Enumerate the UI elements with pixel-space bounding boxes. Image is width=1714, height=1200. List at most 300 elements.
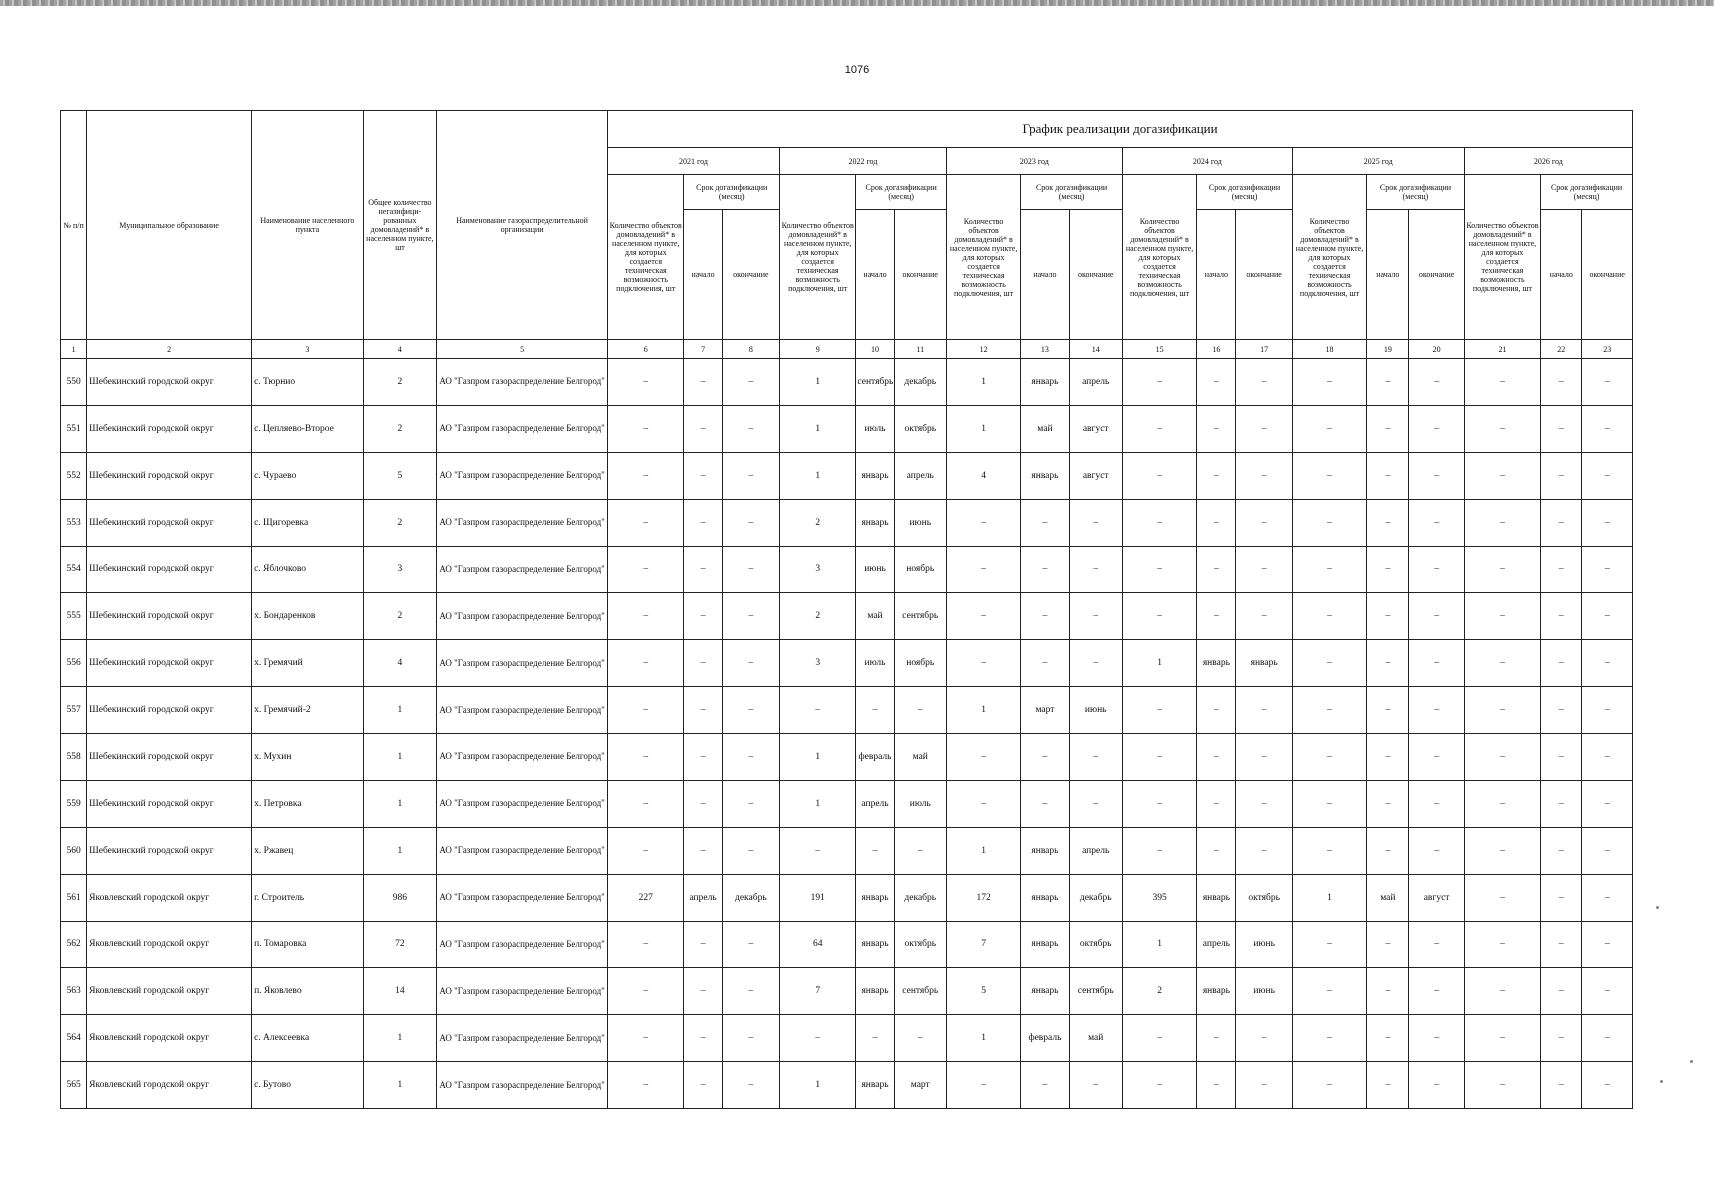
schedule-cell: – [1409,1015,1464,1062]
schedule-cell: – [1021,499,1069,546]
org-cell: АО "Газпром газораспределение Белгород" [437,546,608,593]
column-number: 1 [61,340,87,359]
schedule-cell: – [1197,1062,1236,1109]
schedule-cell: – [894,687,946,734]
schedule-cell: – [1409,359,1464,406]
schedule-cell: – [1367,546,1409,593]
schedule-cell: – [1197,546,1236,593]
schedule-cell: – [1367,1015,1409,1062]
schedule-cell: январь [856,499,894,546]
schedule-cell: – [684,780,722,827]
schedule-cell: – [684,499,722,546]
schedule-title: График реализации догазификации [608,111,1633,148]
count-header: Количество объектов домовладений* в населенном пункте, для которых создается техническая возможность подключения, шт [1122,175,1196,340]
start-header: начало [856,210,894,340]
schedule-cell: 3 [779,640,855,687]
row-number: 552 [61,452,87,499]
org-cell: АО "Газпром газораспределение Белгород" [437,359,608,406]
schedule-cell: – [1069,780,1122,827]
schedule-cell: 2 [779,499,855,546]
schedule-cell: – [1541,499,1582,546]
schedule-cell: – [1367,359,1409,406]
schedule-cell: – [1541,546,1582,593]
table-row [61,921,1633,968]
table-row [61,359,1633,406]
schedule-cell: – [1292,827,1366,874]
org-cell: АО "Газпром газораспределение Белгород" [437,968,608,1015]
schedule-cell: апрель [894,452,946,499]
schedule-cell: – [1367,780,1409,827]
column-number: 8 [722,340,779,359]
term-header: Срок догазификации (месяц) [1197,175,1293,210]
schedule-cell: ноябрь [894,546,946,593]
settlement-cell: г. Строитель [252,874,364,921]
schedule-cell: – [1367,499,1409,546]
header-municipality: Муниципальное образование [87,111,252,340]
table-row [61,827,1633,874]
schedule-cell: – [1409,499,1464,546]
row-number: 555 [61,593,87,640]
schedule-cell: – [1582,780,1633,827]
schedule-cell: – [722,968,779,1015]
schedule-cell: – [1464,1015,1540,1062]
settlement-cell: с. Яблочково [252,546,364,593]
schedule-cell: 1 [779,780,855,827]
year-header: 2021 год [608,148,780,175]
org-cell: АО "Газпром газораспределение Белгород" [437,827,608,874]
schedule-cell: – [1069,499,1122,546]
total-cell: 4 [363,640,436,687]
schedule-cell: июнь [894,499,946,546]
table-row [61,405,1633,452]
schedule-cell: – [1292,499,1366,546]
row-number: 565 [61,1062,87,1109]
schedule-cell: – [1541,968,1582,1015]
schedule-cell: – [1464,359,1540,406]
settlement-cell: х. Бондаренков [252,593,364,640]
schedule-cell: – [1541,593,1582,640]
schedule-cell: – [946,499,1020,546]
schedule-cell: июнь [1236,921,1292,968]
schedule-cell: – [1236,780,1292,827]
column-number: 13 [1021,340,1069,359]
schedule-cell: – [1541,640,1582,687]
column-number-row [61,340,1633,359]
schedule-cell: – [1069,1062,1122,1109]
schedule-cell: – [1464,452,1540,499]
schedule-cell: – [608,359,684,406]
column-number: 23 [1582,340,1633,359]
row-number: 550 [61,359,87,406]
settlement-cell: х. Петровка [252,780,364,827]
schedule-cell: – [1367,827,1409,874]
column-number: 3 [252,340,364,359]
schedule-cell: 2 [779,593,855,640]
schedule-cell: – [608,640,684,687]
schedule-cell: – [1122,687,1196,734]
schedule-cell: – [1122,593,1196,640]
year-header: 2025 год [1292,148,1464,175]
municipality-cell: Яковлевский городской округ [87,1062,252,1109]
schedule-cell: – [722,499,779,546]
table-body [61,359,1633,1109]
schedule-cell: – [1409,687,1464,734]
schedule-cell: январь [856,1062,894,1109]
schedule-cell: – [1197,359,1236,406]
schedule-cell: – [722,687,779,734]
schedule-cell: 4 [946,452,1020,499]
org-cell: АО "Газпром газораспределение Белгород" [437,405,608,452]
municipality-cell: Яковлевский городской округ [87,968,252,1015]
schedule-cell: 1 [1122,921,1196,968]
schedule-cell: август [1409,874,1464,921]
schedule-cell: – [1409,405,1464,452]
settlement-cell: с. Щигоревка [252,499,364,546]
schedule-cell: – [684,593,722,640]
schedule-cell: – [1582,1015,1633,1062]
column-number: 10 [856,340,894,359]
settlement-cell: с. Цепляево-Второе [252,405,364,452]
settlement-cell: х. Гремячий-2 [252,687,364,734]
schedule-cell: – [1197,405,1236,452]
schedule-cell: – [1582,968,1633,1015]
schedule-cell: 1 [946,827,1020,874]
settlement-cell: п. Яковлево [252,968,364,1015]
schedule-cell: декабрь [894,874,946,921]
schedule-cell: апрель [1197,921,1236,968]
row-number: 560 [61,827,87,874]
org-cell: АО "Газпром газораспределение Белгород" [437,452,608,499]
schedule-cell: – [1409,593,1464,640]
scan-speck [1660,1080,1663,1083]
schedule-cell: – [1367,968,1409,1015]
schedule-cell: январь [1021,874,1069,921]
org-cell: АО "Газпром газораспределение Белгород" [437,874,608,921]
schedule-cell: – [1409,1062,1464,1109]
schedule-cell: – [1292,593,1366,640]
schedule-cell: – [946,780,1020,827]
schedule-cell: – [684,734,722,781]
schedule-cell: – [1541,827,1582,874]
schedule-cell: – [946,593,1020,640]
schedule-cell: – [684,1062,722,1109]
page-number: 1076 [844,64,870,76]
header-num: № п/п [61,111,87,340]
schedule-cell: – [1021,780,1069,827]
schedule-cell: 7 [946,921,1020,968]
schedule-cell: – [1122,452,1196,499]
schedule-cell: – [722,546,779,593]
schedule-cell: январь [856,921,894,968]
scan-artifact-top [0,0,1714,6]
schedule-cell: – [1021,1062,1069,1109]
org-cell: АО "Газпром газораспределение Белгород" [437,593,608,640]
schedule-cell: – [1409,780,1464,827]
table-row [61,1062,1633,1109]
schedule-cell: май [856,593,894,640]
schedule-cell: – [779,827,855,874]
schedule-cell: – [608,1015,684,1062]
header-total: Общее количество негазифици-рованных домовладений* в населенном пункте, шт [363,111,436,340]
schedule-cell: февраль [856,734,894,781]
schedule-cell: – [608,546,684,593]
schedule-cell: – [1367,734,1409,781]
schedule-cell: – [1409,546,1464,593]
schedule-cell: – [722,1015,779,1062]
total-cell: 3 [363,546,436,593]
schedule-cell: – [1464,687,1540,734]
schedule-cell: – [1292,968,1366,1015]
schedule-cell: – [1292,780,1366,827]
schedule-cell: – [1582,499,1633,546]
schedule-cell: октябрь [894,405,946,452]
schedule-cell: 2 [1122,968,1196,1015]
schedule-cell: июль [856,405,894,452]
column-number: 15 [1122,340,1196,359]
schedule-cell: октябрь [1236,874,1292,921]
schedule-cell: – [1541,1062,1582,1109]
row-number: 559 [61,780,87,827]
org-cell: АО "Газпром газораспределение Белгород" [437,1015,608,1062]
schedule-cell: – [1197,499,1236,546]
start-header: начало [1197,210,1236,340]
settlement-cell: с. Чураево [252,452,364,499]
municipality-cell: Яковлевский городской округ [87,1015,252,1062]
schedule-cell: – [1464,780,1540,827]
schedule-cell: 1 [779,452,855,499]
schedule-cell: – [684,1015,722,1062]
schedule-cell: – [1464,921,1540,968]
municipality-cell: Шебекинский городской округ [87,546,252,593]
schedule-cell: – [779,687,855,734]
schedule-cell: – [946,734,1020,781]
schedule-cell: – [1367,640,1409,687]
schedule-cell: январь [1021,827,1069,874]
schedule-cell: – [1582,687,1633,734]
schedule-cell: – [1541,359,1582,406]
schedule-cell: – [1409,734,1464,781]
schedule-cell: – [608,921,684,968]
schedule-cell: – [722,405,779,452]
schedule-cell: – [1582,640,1633,687]
org-cell: АО "Газпром газораспределение Белгород" [437,734,608,781]
schedule-cell: 1 [779,405,855,452]
schedule-cell: 1 [1292,874,1366,921]
settlement-cell: п. Томаровка [252,921,364,968]
schedule-cell: – [1236,827,1292,874]
total-cell: 2 [363,499,436,546]
start-header: начало [1367,210,1409,340]
schedule-cell: – [1122,1062,1196,1109]
schedule-cell: – [856,687,894,734]
schedule-cell: январь [1197,968,1236,1015]
schedule-cell: – [1582,921,1633,968]
schedule-cell: – [1292,640,1366,687]
schedule-cell: октябрь [894,921,946,968]
schedule-cell: – [1464,874,1540,921]
schedule-cell: – [1122,827,1196,874]
schedule-cell: – [722,1062,779,1109]
schedule-cell: – [608,499,684,546]
schedule-cell: – [1541,780,1582,827]
schedule-cell: 172 [946,874,1020,921]
schedule-cell: – [684,452,722,499]
schedule-cell: 1 [946,359,1020,406]
schedule-cell: декабрь [894,359,946,406]
schedule-cell: – [1582,546,1633,593]
schedule-cell: май [894,734,946,781]
total-cell: 1 [363,1015,436,1062]
schedule-cell: – [1197,452,1236,499]
schedule-cell: 1 [946,1015,1020,1062]
schedule-cell: – [1122,499,1196,546]
schedule-cell: – [1541,452,1582,499]
schedule-cell: – [722,359,779,406]
schedule-cell: – [1409,921,1464,968]
schedule-cell: февраль [1021,1015,1069,1062]
schedule-cell: апрель [856,780,894,827]
schedule-cell: – [1236,593,1292,640]
start-header: начало [1021,210,1069,340]
term-header: Срок догазификации (месяц) [1541,175,1633,210]
table-row [61,1015,1633,1062]
end-header: окончание [1582,210,1633,340]
municipality-cell: Шебекинский городской округ [87,640,252,687]
column-number: 17 [1236,340,1292,359]
schedule-cell: – [1122,780,1196,827]
schedule-cell: январь [856,874,894,921]
schedule-cell: апрель [684,874,722,921]
org-cell: АО "Газпром газораспределение Белгород" [437,780,608,827]
schedule-cell: – [1197,734,1236,781]
schedule-cell: – [608,780,684,827]
schedule-cell: – [1236,499,1292,546]
schedule-cell: – [684,640,722,687]
schedule-cell: – [608,1062,684,1109]
schedule-cell: – [946,546,1020,593]
schedule-cell: – [1122,546,1196,593]
schedule-cell: март [894,1062,946,1109]
gasification-schedule-table [60,110,1633,1109]
schedule-cell: – [684,921,722,968]
schedule-cell: 1 [946,687,1020,734]
schedule-cell: – [1582,359,1633,406]
schedule-cell: 7 [779,968,855,1015]
schedule-cell: – [1197,593,1236,640]
schedule-cell: – [1541,874,1582,921]
schedule-cell: – [608,452,684,499]
column-number: 11 [894,340,946,359]
schedule-cell: май [1367,874,1409,921]
schedule-cell: – [608,405,684,452]
schedule-cell: январь [1021,452,1069,499]
total-cell: 986 [363,874,436,921]
schedule-cell: – [608,827,684,874]
schedule-cell: – [1197,687,1236,734]
schedule-cell: – [684,405,722,452]
schedule-cell: – [1367,593,1409,640]
end-header: окончание [1069,210,1122,340]
municipality-cell: Шебекинский городской округ [87,734,252,781]
schedule-cell: – [608,968,684,1015]
schedule-cell: 1 [779,1062,855,1109]
schedule-cell: – [1582,405,1633,452]
settlement-cell: с. Тюрнио [252,359,364,406]
schedule-cell: – [1464,499,1540,546]
schedule-cell: – [1464,1062,1540,1109]
column-number: 18 [1292,340,1366,359]
schedule-cell: сентябрь [1069,968,1122,1015]
header-org: Наименование газораспределительной организации [437,111,608,340]
schedule-cell: – [1236,359,1292,406]
schedule-cell: – [1292,921,1366,968]
schedule-cell: – [1069,640,1122,687]
schedule-cell: январь [1236,640,1292,687]
schedule-cell: январь [856,452,894,499]
schedule-cell: – [856,1015,894,1062]
total-cell: 1 [363,734,436,781]
municipality-cell: Шебекинский городской округ [87,359,252,406]
municipality-cell: Шебекинский городской округ [87,593,252,640]
schedule-cell: – [722,593,779,640]
column-number: 7 [684,340,722,359]
column-number: 6 [608,340,684,359]
schedule-cell: – [1069,546,1122,593]
column-number: 12 [946,340,1020,359]
schedule-cell: 191 [779,874,855,921]
row-number: 561 [61,874,87,921]
table-row [61,593,1633,640]
schedule-cell: – [1409,640,1464,687]
schedule-cell: май [1069,1015,1122,1062]
schedule-cell: апрель [1069,827,1122,874]
end-header: окончание [894,210,946,340]
org-cell: АО "Газпром газораспределение Белгород" [437,499,608,546]
org-cell: АО "Газпром газораспределение Белгород" [437,921,608,968]
schedule-cell: июль [894,780,946,827]
total-cell: 2 [363,359,436,406]
row-number: 553 [61,499,87,546]
total-cell: 14 [363,968,436,1015]
schedule-cell: – [1197,827,1236,874]
term-header: Срок догазификации (месяц) [684,175,780,210]
schedule-cell: 3 [779,546,855,593]
schedule-cell: июль [856,640,894,687]
column-number: 9 [779,340,855,359]
schedule-cell: – [1541,687,1582,734]
schedule-cell: декабрь [1069,874,1122,921]
schedule-cell: – [722,921,779,968]
schedule-cell: 64 [779,921,855,968]
schedule-cell: – [1236,546,1292,593]
total-cell: 1 [363,1062,436,1109]
total-cell: 5 [363,452,436,499]
column-number: 20 [1409,340,1464,359]
org-cell: АО "Газпром газораспределение Белгород" [437,687,608,734]
count-header: Количество объектов домовладений* в населенном пункте, для которых создается техническая возможность подключения, шт [1464,175,1540,340]
schedule-cell: – [722,734,779,781]
column-number: 5 [437,340,608,359]
scan-speck [1656,906,1659,909]
settlement-cell: х. Ржавец [252,827,364,874]
schedule-cell: – [684,968,722,1015]
schedule-cell: – [1367,452,1409,499]
schedule-cell: – [608,593,684,640]
schedule-cell: – [1541,1015,1582,1062]
column-number: 4 [363,340,436,359]
schedule-cell: – [856,827,894,874]
schedule-cell: – [1464,640,1540,687]
